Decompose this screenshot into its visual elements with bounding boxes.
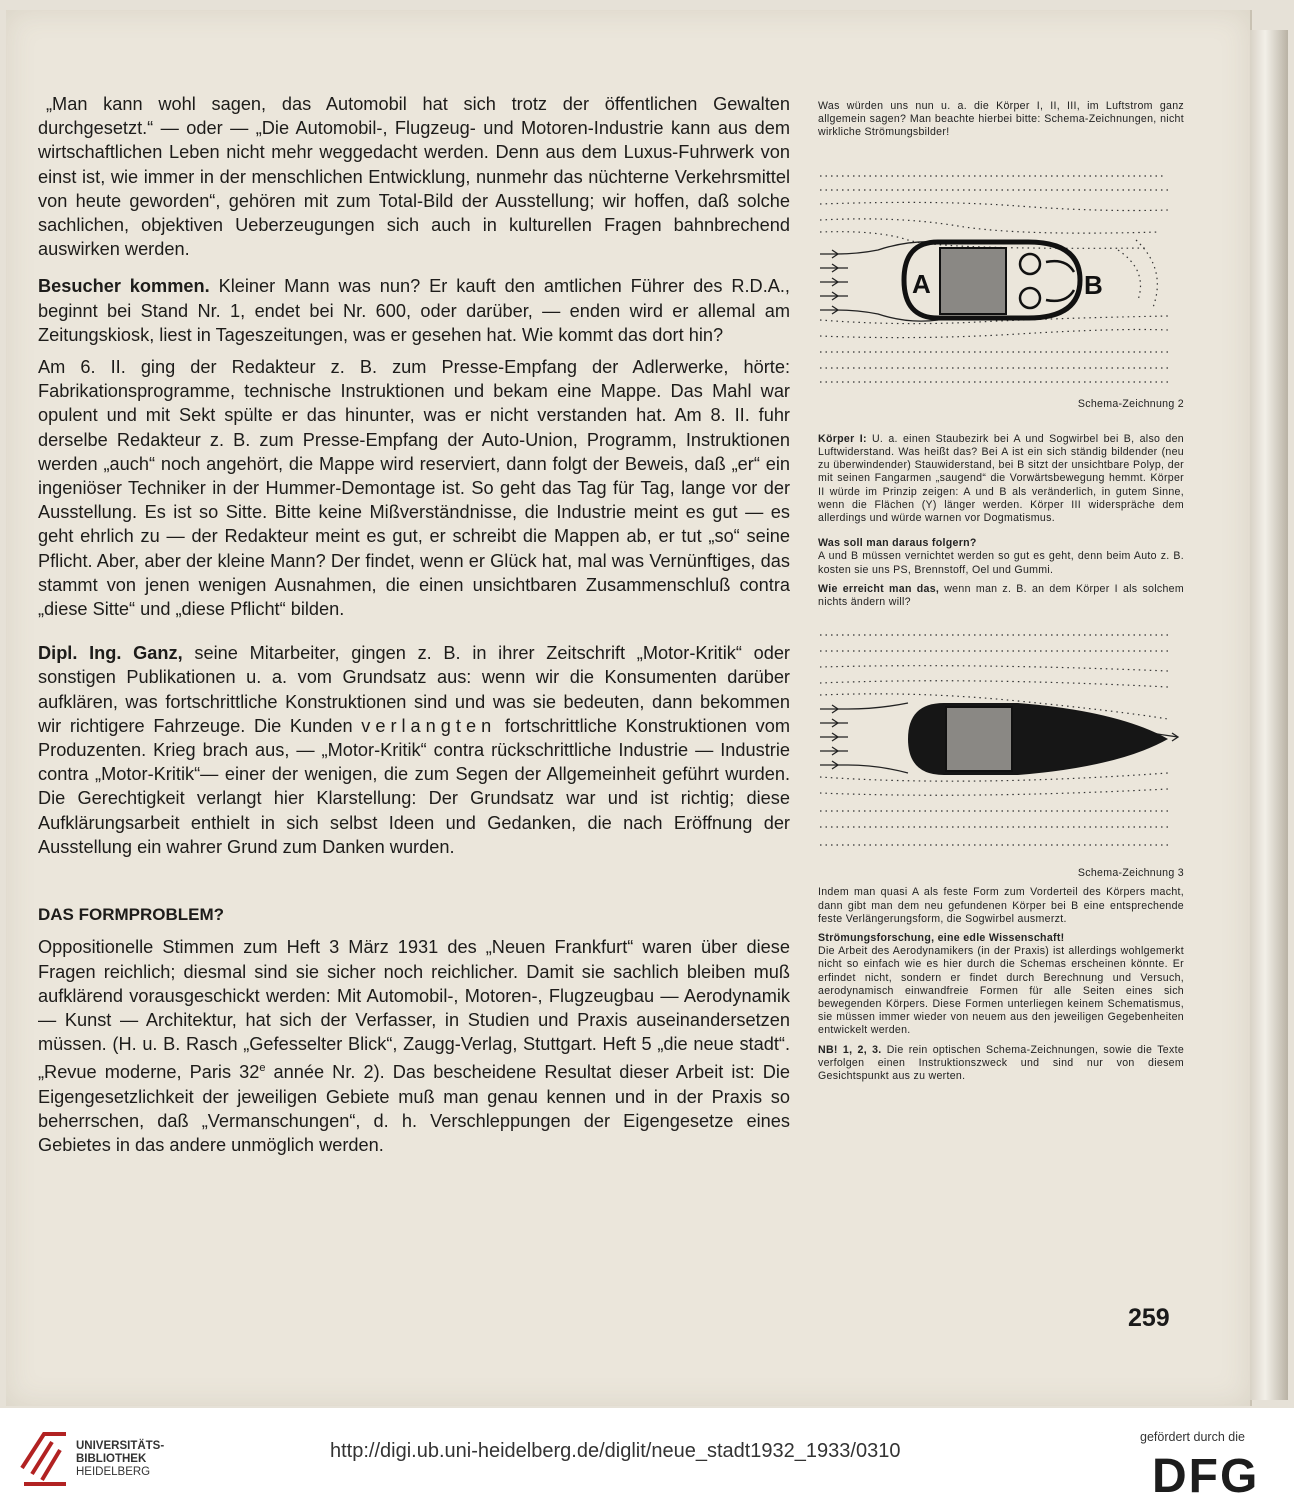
paragraph-besucher: [38, 274, 790, 347]
schema-drawing-3: [818, 627, 1184, 867]
funded-by-label: gefördert durch die: [1140, 1430, 1245, 1444]
dfg-logo: [1150, 1448, 1280, 1498]
lead-ganz: Dipl. Ing. Ganz,: [38, 643, 183, 664]
paragraph-ganz: [38, 641, 790, 859]
side-column: [818, 100, 1184, 1083]
caption-schema-3: Schema-Zeichnung 3: [1077, 867, 1184, 880]
text-form-a: Oppositionelle Stimmen zum Heft 3 März 1931 des „Neuen Frankfurt“ waren über diese Fragen reichlich; diesmal sind sie sicher noch reichlicher. Damit sie sachlich bleiben muß aufklärend vorausgeschickt werden: Mit Automobil-, Motoren-, Flugzeugbau — Aerodynamik — Kunst — Architektur, hat sich der Verfasser, in Studien und Praxis auseinandersetzen müssen. (H. u. B. Rasch „Gefesselter Blick“, Zaugg-Verlag, Stuttgart. Heft 5 „die neue stadt“. „Revue moderne, Paris 32: [38, 937, 790, 1083]
side-after: Indem man quasi A als feste Form zum Vorderteil des Körpers macht, dann gibt man dem neu gefundenen Körper bei B eine entsprechende feste Verlängerungsform, die Sogwirbel ausmerzt.: [818, 886, 1184, 925]
permalink-url[interactable]: http://digi.ub.uni-heidelberg.de/diglit/neue_stadt1932_1933/0310: [330, 1440, 901, 1462]
superscript-e: e: [259, 1062, 266, 1075]
side-stroemung: Die Arbeit des Aerodynamikers (in der Praxis) ist allerdings wohlgemerkt nicht so einfach wie es hier durch die Schemas erscheinen könnte. Er erfindet nicht, sondern er findet durch Berechnung und Versuch, aerodynamisch einwandfreie Formen für alle Seiten eines sich bewegenden Körpers. Diese Formen unterliegen keinem Schematismus, sie müssen immer wieder von neuem aus den jeweiligen Gegebenheiten entwickelt werden.: [818, 945, 1184, 1037]
lead-koerper-1: Körper I:: [818, 432, 867, 445]
side-heading-stroemung: Strömungsforschung, eine edle Wissenschaft!: [818, 932, 1065, 945]
vortices: [1020, 254, 1074, 308]
library-name: [76, 1440, 164, 1479]
caption-schema-2: Schema-Zeichnung 2: [1077, 397, 1184, 410]
library-line-2: BIBLIOTHEK: [76, 1453, 147, 1465]
paragraph-intro: „Man kann wohl sagen, das Automobil hat sich trotz der öffentlichen Gewalten durchgesetzt.“ — oder — „Die Automobil-, Flugzeug- und Motoren-Industrie kann aus dem wirtschaftlichen Leben nicht mehr weggedacht werden. Denn aus dem Luxus-Fuhrwerk von einst ist, wie immer in der menschlichen Entwicklung, nunmehr das nüchterne Verkehrsmittel von heute geworden“, gehören mit zum Total-Bild der Ausstellung; wir hoffen, daß solche sachlichen, objektiven Ueberzeugungen sich auch in kulturellen Fragen bahnbrechend auswirken werden.: [38, 94, 790, 260]
text-besucher: Kleiner Mann was nun? Er kauft den amtlichen Führer des R.D.A., beginnt bei Stand Nr. 1, endet bei Nr. 600, oder darüber, — enden wird er allemal am Zeitungskiosk, liest in Tageszeitungen, was er gesehen hat. Wie kommt das dort hin?: [38, 276, 790, 345]
library-line-1: UNIVERSITÄTS-: [76, 1440, 165, 1452]
dfg-logo-text: DFG: [1152, 1450, 1260, 1498]
schema-drawing-2: [818, 170, 1184, 398]
text-ganz-spaced: verlangten: [361, 715, 497, 736]
label-a: A: [912, 268, 932, 299]
text-form-b: année Nr. 2). Das bescheidene Resultat dieser Arbeit ist: Die Eigengesetzlichkeit der jeweiligen Gebiete muß man genau kennen und in der Praxis so beherrschen, daß „Vermanschungen“, d. h. Verschleppungen der Eigengesetze eines Gebietes in das andere unmöglich werden.: [38, 1062, 790, 1155]
lead-besucher: Besucher kommen.: [38, 276, 210, 297]
main-column: [38, 92, 790, 1157]
text-ganz-a: seine Mitarbeiter, gingen z. B. in ihrer Zeitschrift „Motor-Kritik“ oder sonstigen Publikationen u. a. vom Grundsatz aus: wenn wir die Konsumenten darüber aufklären, was fortschrittliche Konstruktionen sind und was sie bedeuten, dann bekommen wir richtigere Fahrzeuge. Die Kunden: [38, 643, 790, 736]
text-nb: Die rein optischen Schema-Zeichnungen, sowie die Texte verfolgen einen Instruktionszweck und sind nur von diesem Gesichtspunkt aus zu werten.: [818, 1043, 1185, 1083]
label-b: B: [1084, 269, 1104, 300]
library-line-3: HEIDELBERG: [76, 1466, 151, 1478]
body-3-block: [946, 707, 1012, 771]
page-number: 259: [1128, 1304, 1170, 1332]
side-intro: Was würden uns nun u. a. die Körper I, II, III, im Luftstrom ganz allgemein sagen? Man beachte hierbei bitte: Schema-Zeichnungen, nicht wirkliche Strömungsbilder!: [818, 100, 1184, 139]
heading-formproblem: DAS FORMPROBLEM?: [38, 905, 225, 925]
paragraph-formproblem: [38, 935, 790, 1157]
body-1-block: [940, 248, 1006, 314]
side-question-1: Was soll man daraus folgern?: [818, 537, 977, 550]
page-edge: [1250, 30, 1288, 1400]
text-ganz-b: fortschrittliche Konstruktionen vom Produzenten. Krieg brach aus, — „Motor-Kritik“ contra rückschrittliche Industrie — Industrie contra „Motor-Kritik“— einer der wenigen, die zum Segen der Allgemeinheit geführt wurden. Die Gerechtigkeit verlangt hier Klarstellung: Der Grundsatz war und ist richtig; diese Aufklärungsarbeit enthielt in sich selbst Ideen und Gedanken, die nach Eröffnung der Ausstellung ein wahrer Grund zum Danken wurden.: [38, 715, 790, 857]
lead-nb: NB! 1, 2, 3.: [818, 1043, 882, 1056]
paragraph-redakteur: Am 6. II. ging der Redakteur z. B. zum Presse-Empfang der Adlerwerke, hörte: Fabrikationsprogramme, technische Instruktionen und bekam eine Mappe. Das Mahl war opulent und mit Sekt spülte er das hinunter, was er nicht verstanden hat. Am 8. II. fuhr derselbe Redakteur z. B. zum Presse-Empfang der Auto-Union, Programm, Instruktionen werden „auch“ noch angehört, die Mappe wird reserviert, dann folgt der Beweis, daß „er“ ein ingeniöser Techniker in der Hummer-Demontage ist. So geht das Tag für Tag, lange vor der Ausstellung. Es ist so Sitte. Bitte keine Mißverständnisse, die Industrie meint es gut — es geht ehrlich zu — der Redakteur meint es gut, er schreibt die Mappen ab, er tut „so“ seine Pflicht. Aber, aber der kleine Mann? Der findet, wenn er Glück hat, mal was Vernünftiges, das stammt von jenen wenigen Ausnahmen, die einen unsichtbaren Zusammenschluß contra „diese Sitte“ und „diese Pflicht“ bilden.: [38, 357, 790, 620]
side-nb: [818, 1044, 1184, 1084]
side-koerper-1: [818, 433, 1184, 525]
text-koerper-1: U. a. einen Staubezirk bei A und Sogwirbel bei B, also den Luftwiderstand. Was heißt das? Bei A ist ein sich ständig bildender (neu zu überwindender) Stauwiderstand, bei B sitzt der unsichtbare Polyp, der mit seinen Fangarmen „saugend“ die Vorwärtsbewegung hemmt. Körper II würde im Prinzip zeigen: A und B als veränderlich, in gutem Sinne, wenn die Flächen (Y) länger werden. Körper III widerspräche dem allerdings und würde warnen vor Dogmatismus.: [818, 432, 1184, 525]
side-answer-1: A und B müssen vernichtet werden so gut es geht, denn beim Auto z. B. kosten sie uns PS, Brennstoff, Oel und Gummi.: [818, 550, 1184, 576]
text-question-2: wenn man z. B. an dem Körper I als solchem nichts ändern will?: [818, 582, 1184, 609]
side-question-2: [818, 583, 1184, 609]
university-logo-icon: [18, 1428, 70, 1488]
lead-question-2: Wie erreicht man das,: [818, 582, 940, 595]
